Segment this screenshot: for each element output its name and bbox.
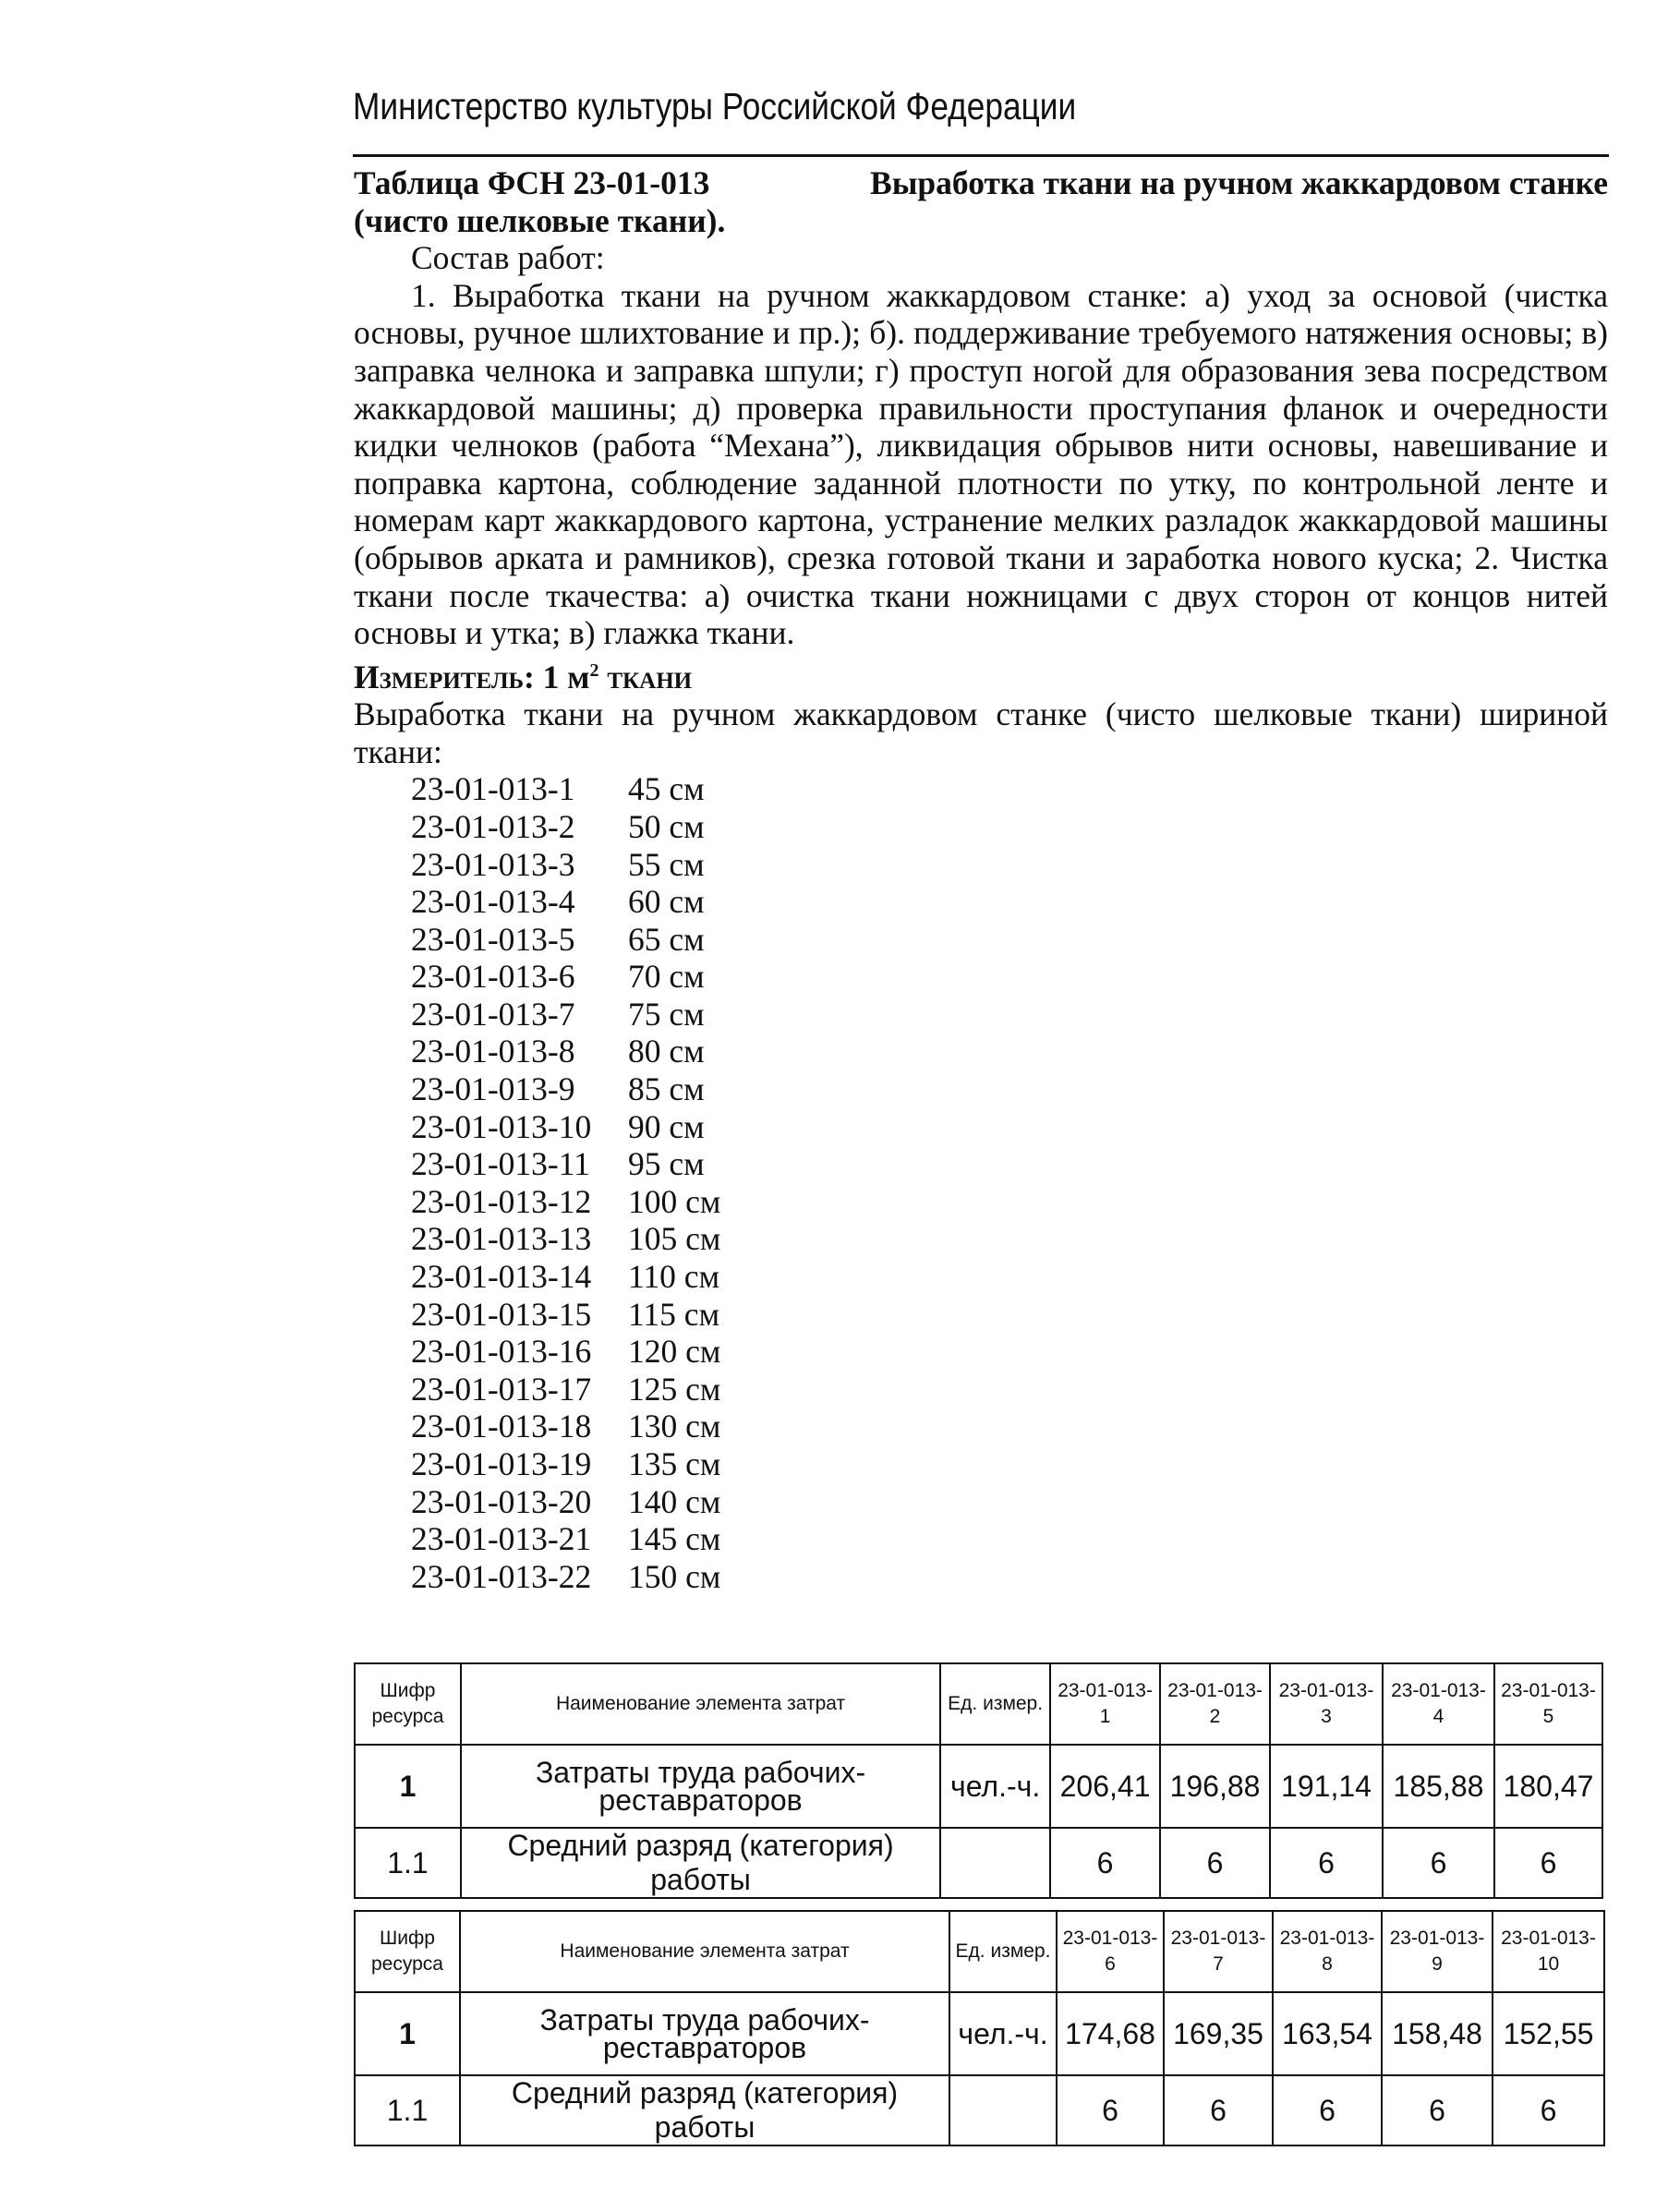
table-cell: 6: [1160, 1828, 1270, 1898]
code-row: [411, 1520, 1608, 1558]
table-cell: 1.1: [355, 1828, 461, 1898]
code-row: [411, 996, 1608, 1033]
code-row: [411, 1333, 1608, 1371]
column-header: 23-01-013-10: [1493, 1911, 1604, 1992]
table-title-code: Таблица ФСН 23-01-013: [354, 164, 710, 201]
code-id: 23-01-013-19: [411, 1445, 592, 1483]
code-id: 23-01-013-6: [411, 958, 575, 996]
column-header: Наименование элемента затрат: [460, 1911, 949, 1992]
code-id: 23-01-013-21: [411, 1520, 592, 1558]
column-header: 23-01-013-5: [1494, 1663, 1602, 1745]
table-cell: Затраты труда рабочих-реставраторов: [461, 1745, 940, 1828]
code-width: 60 см: [628, 883, 705, 921]
table-title-continuation: (чисто шелковые ткани).: [354, 201, 726, 239]
table-cell: чел.-ч.: [940, 1745, 1050, 1828]
code-row: [411, 1220, 1608, 1258]
code-row: [411, 1371, 1608, 1408]
table-cell: 1.1: [355, 2075, 460, 2146]
table-cell: чел.-ч.: [949, 1992, 1057, 2075]
measure-label: Измеритель:: [354, 658, 535, 695]
code-list: [411, 770, 1608, 1595]
table-cell: 6: [1494, 1828, 1602, 1898]
code-id: 23-01-013-7: [411, 995, 575, 1033]
code-id: 23-01-013-10: [411, 1107, 592, 1145]
table-title-name: Выработка ткани на ручном жаккардовом станке: [870, 164, 1608, 201]
code-row: [411, 958, 1608, 996]
code-row: [411, 1296, 1608, 1334]
measure: [354, 652, 1608, 695]
table-header-row: [355, 1911, 1604, 1992]
table-cell: 6: [1050, 1828, 1160, 1898]
code-row: [411, 808, 1608, 846]
code-id: 23-01-013-5: [411, 920, 575, 958]
code-width: 135 см: [628, 1445, 721, 1483]
table-row: [355, 1828, 1602, 1898]
code-id: 23-01-013-13: [411, 1220, 592, 1258]
column-header: Наименование элемента затрат: [461, 1663, 940, 1745]
column-header: Ед. измер.: [940, 1663, 1050, 1745]
table-cell: 180,47: [1494, 1745, 1602, 1828]
page-header: Министерство культуры Российской Федерации: [353, 85, 1077, 127]
code-id: 23-01-013-18: [411, 1408, 592, 1445]
code-width: 115 см: [628, 1295, 720, 1333]
code-row: [411, 1258, 1608, 1296]
table-cell: 206,41: [1050, 1745, 1160, 1828]
code-width: 70 см: [628, 958, 705, 996]
column-header: 23-01-013-4: [1383, 1663, 1494, 1745]
code-row: [411, 1183, 1608, 1221]
code-width: 125 см: [628, 1370, 721, 1408]
table-cell: 152,55: [1493, 1992, 1604, 2075]
code-width: 75 см: [628, 995, 705, 1033]
code-id: 23-01-013-2: [411, 807, 575, 845]
table-cell: 174,68: [1057, 1992, 1164, 2075]
code-width: 55 см: [628, 845, 705, 883]
code-row: [411, 1483, 1608, 1521]
code-width: 80 см: [628, 1033, 705, 1070]
column-header: 23-01-013-2: [1160, 1663, 1270, 1745]
table-cell: 6: [1057, 2075, 1164, 2146]
work-description: Выработка ткани на ручном жаккардовом станке (чисто шелковые ткани) шириной ткани:: [354, 695, 1608, 770]
measure-sup: 2: [589, 659, 599, 681]
table-cell: 6: [1270, 1828, 1383, 1898]
table-cell: 163,54: [1273, 1992, 1382, 2075]
measure-value: 1 м: [542, 658, 590, 695]
resource-table-2: [354, 1910, 1605, 2146]
resource-table-1: [354, 1662, 1603, 1899]
code-row: [411, 1445, 1608, 1483]
code-row: [411, 1070, 1608, 1108]
code-id: 23-01-013-17: [411, 1370, 592, 1408]
code-width: 90 см: [628, 1107, 705, 1145]
code-id: 23-01-013-8: [411, 1033, 575, 1070]
table-cell: 1: [355, 1745, 461, 1828]
code-id: 23-01-013-11: [411, 1145, 590, 1183]
code-row: [411, 1033, 1608, 1070]
code-id: 23-01-013-16: [411, 1333, 592, 1371]
code-width: 145 см: [628, 1520, 721, 1558]
code-width: 45 см: [628, 770, 705, 808]
composition-label: Состав работ:: [411, 239, 605, 277]
table-row: [355, 1745, 1602, 1828]
code-width: 120 см: [628, 1333, 721, 1371]
code-id: 23-01-013-12: [411, 1182, 592, 1220]
table-cell: 158,48: [1382, 1992, 1493, 2075]
code-row: [411, 1108, 1608, 1146]
code-width: 140 см: [628, 1482, 721, 1520]
code-row: [411, 883, 1608, 921]
column-header: Шифр ресурса: [355, 1911, 460, 1992]
code-width: 150 см: [628, 1557, 721, 1595]
table-cell: 169,35: [1164, 1992, 1273, 2075]
code-row: [411, 1145, 1608, 1183]
table-cell: 6: [1493, 2075, 1604, 2146]
table-row: [355, 1992, 1604, 2075]
column-header: 23-01-013-8: [1273, 1911, 1382, 1992]
code-width: 110 см: [628, 1258, 720, 1296]
table-row: [355, 2075, 1604, 2146]
code-id: 23-01-013-9: [411, 1070, 575, 1108]
code-width: 85 см: [628, 1070, 705, 1108]
code-width: 50 см: [628, 807, 705, 845]
measure-unit: ткани: [607, 658, 693, 695]
code-id: 23-01-013-15: [411, 1295, 592, 1333]
composition-text: 1. Выработка ткани на ручном жаккардовом станке: а) уход за основой (чистка основы, ручное шлихтование и пр.); б). поддерживание требуемого натяжения основы; в) заправка челнока и заправка шпули; г) проступ ногой для образования зева посредством жаккардовой машины; д) проверка правильности проступания фланок и очередности кидки челноков (работа “Механа”), ликвидация обрывов нити основы, навешивание и поправка картона, соблюдение заданной плотности по утку, по контрольной ленте и номерам карт жаккардового картона, устранение мелких разладок жаккардовой машины (обрывов арката и рамников), срезка готовой ткани и заработка нового куска; 2. Чистка ткани после ткачества: а) очистка ткани ножницами с двух сторон от концов нитей основы и утка; в) глажка ткани.: [354, 276, 1608, 652]
document-body: [354, 164, 1608, 1595]
code-row: [411, 1408, 1608, 1445]
code-id: 23-01-013-1: [411, 770, 575, 808]
table-cell: Затраты труда рабочих-реставраторов: [460, 1992, 949, 2075]
header-rule: [353, 154, 1609, 157]
column-header: 23-01-013-3: [1270, 1663, 1383, 1745]
column-header: 23-01-013-1: [1050, 1663, 1160, 1745]
code-id: 23-01-013-20: [411, 1482, 592, 1520]
table-cell: 185,88: [1383, 1745, 1494, 1828]
table-cell: 6: [1382, 2075, 1493, 2146]
table-cell: Средний разряд (категория) работы: [461, 1828, 940, 1898]
code-width: 105 см: [628, 1220, 721, 1258]
code-id: 23-01-013-4: [411, 883, 575, 921]
table-cell: 6: [1273, 2075, 1382, 2146]
column-header: 23-01-013-7: [1164, 1911, 1273, 1992]
column-header: Ед. измер.: [949, 1911, 1057, 1992]
code-row: [411, 846, 1608, 884]
table-cell: [940, 1828, 1050, 1898]
table-cell: 191,14: [1270, 1745, 1383, 1828]
table-cell: 196,88: [1160, 1745, 1270, 1828]
code-id: 23-01-013-14: [411, 1258, 592, 1296]
table-cell: 6: [1383, 1828, 1494, 1898]
column-header: 23-01-013-9: [1382, 1911, 1493, 1992]
code-id: 23-01-013-3: [411, 845, 575, 883]
code-id: 23-01-013-22: [411, 1557, 592, 1595]
code-row: [411, 921, 1608, 959]
column-header: 23-01-013-6: [1057, 1911, 1164, 1992]
table-cell: 1: [355, 1992, 460, 2075]
table-title: [354, 164, 1608, 202]
table-cell: [949, 2075, 1057, 2146]
code-row: [411, 770, 1608, 808]
code-width: 100 см: [628, 1182, 721, 1220]
table-cell: Средний разряд (категория) работы: [460, 2075, 949, 2146]
table-cell: 6: [1164, 2075, 1273, 2146]
code-width: 65 см: [628, 920, 705, 958]
code-width: 130 см: [628, 1408, 721, 1445]
column-header: Шифр ресурса: [355, 1663, 461, 1745]
code-width: 95 см: [628, 1145, 705, 1183]
table-header-row: [355, 1663, 1602, 1745]
code-row: [411, 1558, 1608, 1596]
